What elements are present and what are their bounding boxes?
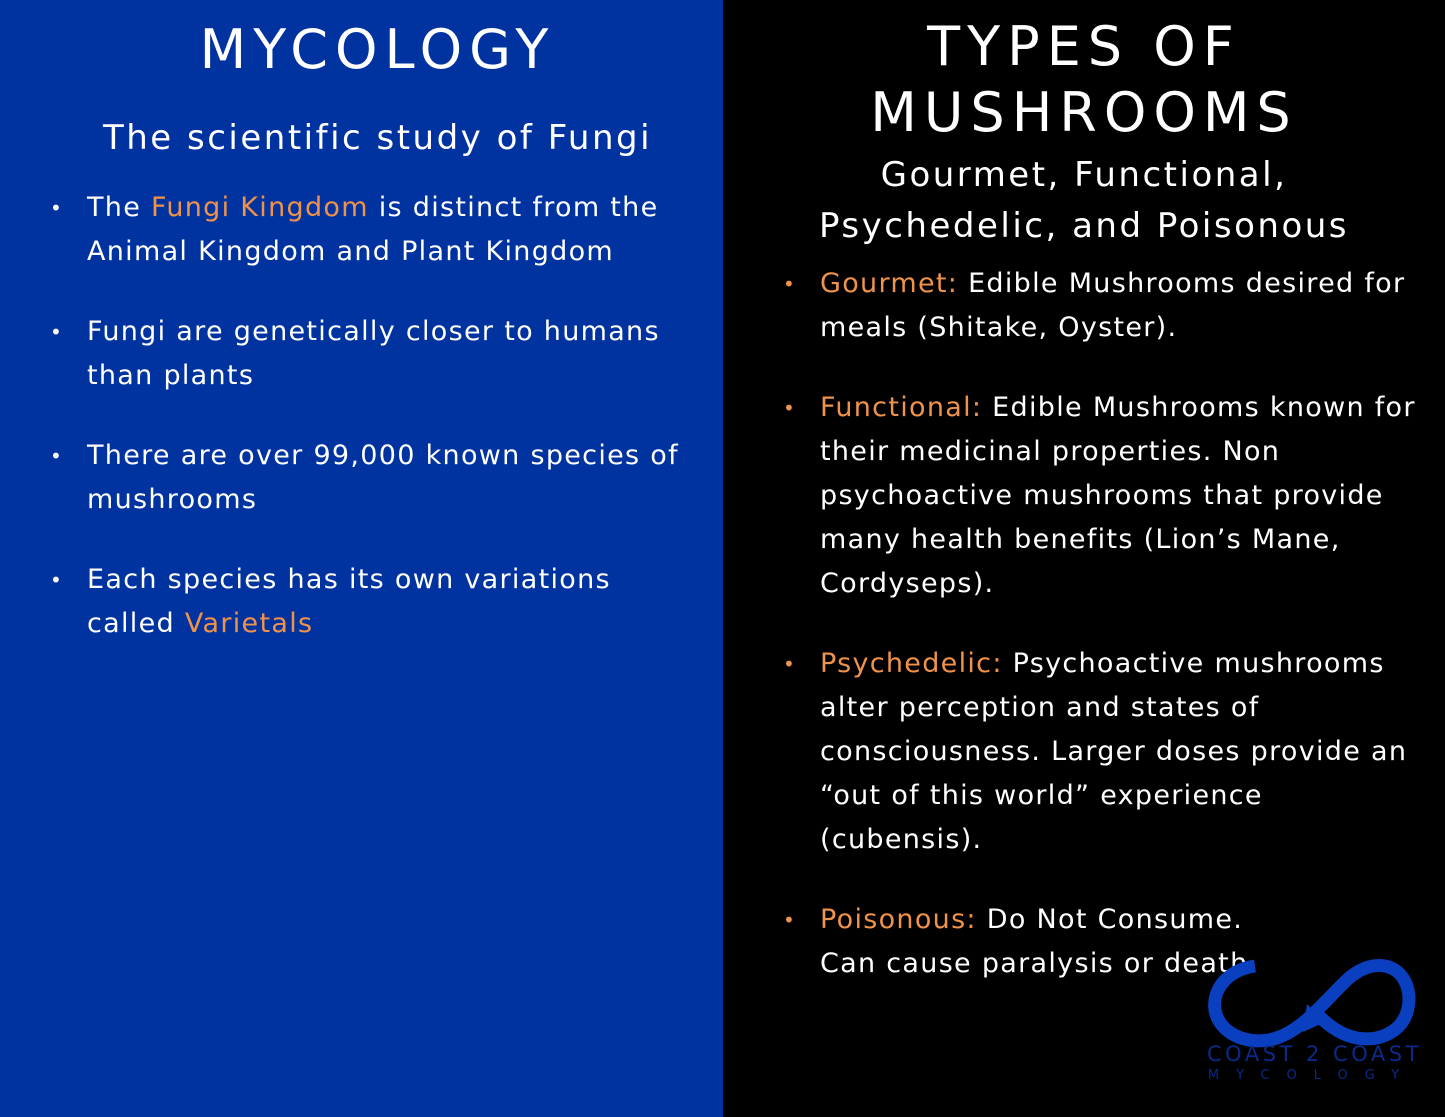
type-label: Psychedelic: bbox=[820, 648, 1003, 679]
highlight-text: Varietals bbox=[184, 608, 314, 639]
types-title: TYPES OF MUSHROOMS bbox=[870, 15, 1298, 144]
mycology-facts-list bbox=[50, 186, 700, 682]
list-item-psychedelic: • Psychedelic: Psychoactive mushrooms alter perception and states of consciousness. Larger doses provide an “out of this world” experience (cubensis). bbox=[783, 642, 1433, 862]
list-item: • Fungi are genetically closer to humans than plants bbox=[50, 310, 700, 398]
logo-wordmark: COAST 2 COAST bbox=[1207, 1042, 1422, 1066]
list-item: • There are over 99,000 known species of mushrooms bbox=[50, 434, 700, 522]
mycology-title: MYCOLOGY bbox=[199, 18, 556, 81]
mushroom-types-list bbox=[783, 262, 1433, 1022]
type-label: Functional: bbox=[820, 392, 983, 423]
types-subtitle: Gourmet, Functional, Psychedelic, and Poisonous bbox=[818, 155, 1350, 246]
list-item: • The Fungi Kingdom is distinct from the Animal Kingdom and Plant Kingdom bbox=[50, 186, 700, 274]
mycology-subtitle: The scientific study of Fungi bbox=[102, 118, 653, 158]
bullet-dot-icon: • bbox=[783, 396, 797, 420]
logo-subtext: MYCOLOGY bbox=[1207, 1068, 1417, 1083]
list-item-poisonous: • Poisonous: Do Not Consume. Can cause paralysis or death. bbox=[783, 898, 1433, 986]
highlight-text: Fungi Kingdom bbox=[151, 192, 369, 223]
bullet-dot-icon: • bbox=[50, 320, 64, 344]
list-item-functional: • Functional: Edible Mushrooms known for their medicinal properties. Non psychoactive mushrooms that provide many health benefits (Lion’s Mane, Cordyseps). bbox=[783, 386, 1433, 606]
bullet-dot-icon: • bbox=[50, 444, 64, 468]
list-item: • Each species has its own variations called Varietals bbox=[50, 558, 700, 646]
mushroom-types-panel bbox=[723, 0, 1445, 1117]
bullet-dot-icon: • bbox=[50, 568, 64, 592]
type-label: Poisonous: bbox=[820, 904, 977, 935]
type-label: Gourmet: bbox=[820, 268, 959, 299]
bullet-dot-icon: • bbox=[50, 196, 64, 220]
bullet-dot-icon: • bbox=[783, 908, 797, 932]
bullet-dot-icon: • bbox=[783, 652, 797, 676]
infinity-logo-icon bbox=[1207, 948, 1422, 1088]
list-item-gourmet: • Gourmet: Edible Mushrooms desired for meals (Shitake, Oyster). bbox=[783, 262, 1433, 350]
bullet-dot-icon: • bbox=[783, 272, 797, 296]
